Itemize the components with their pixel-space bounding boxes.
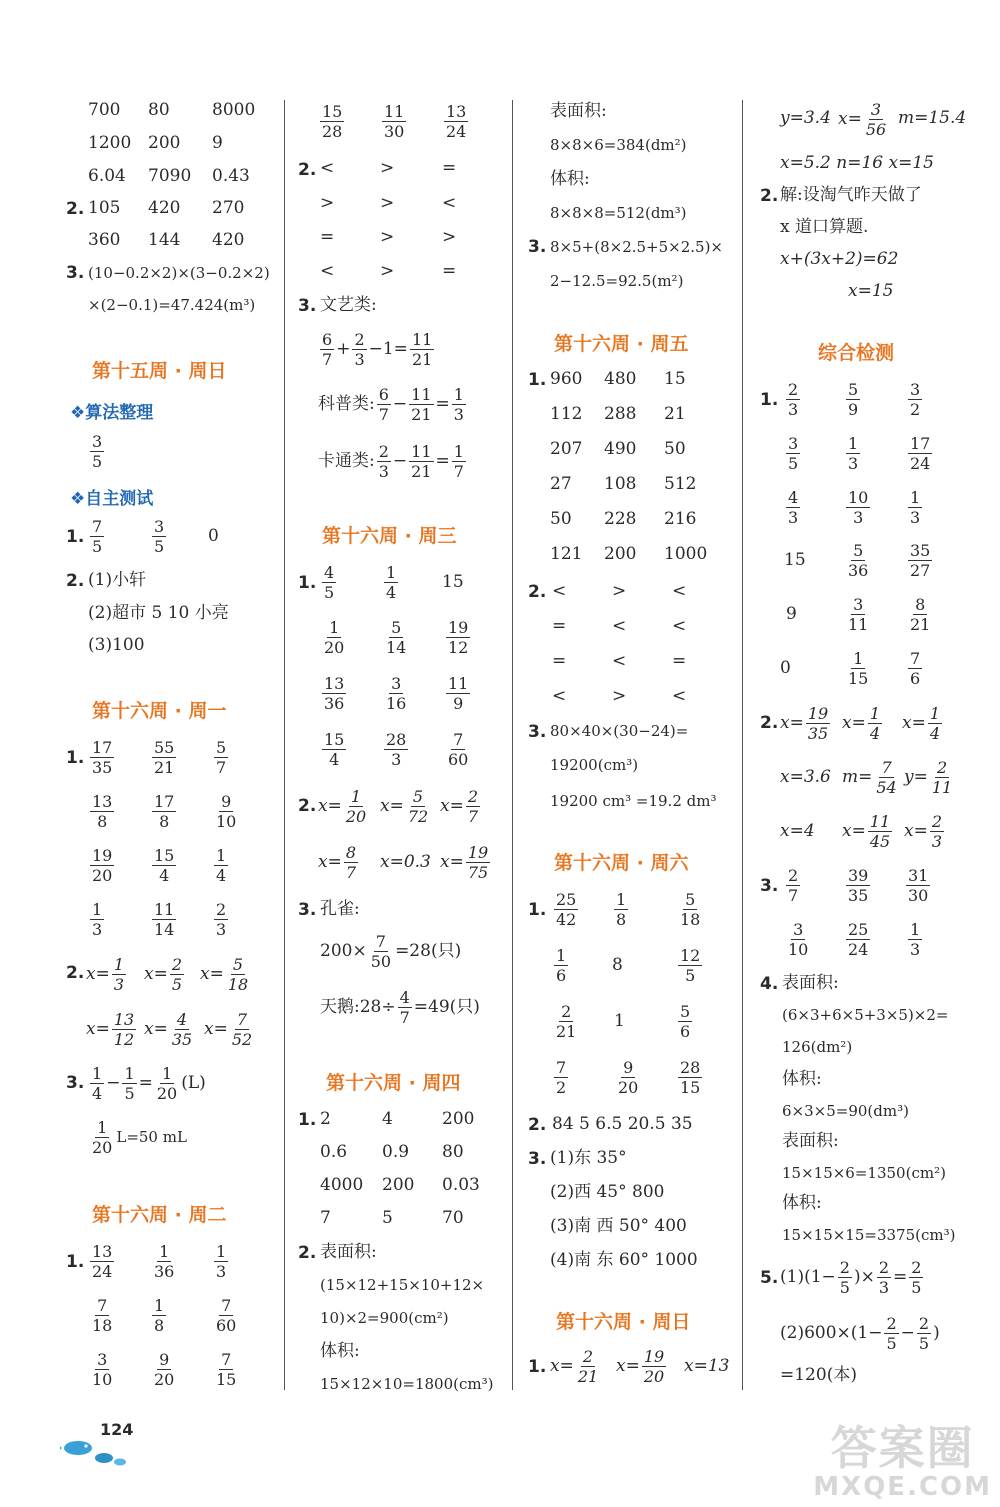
comparison: > — [442, 227, 457, 247]
equation: x=4 — [780, 821, 815, 841]
answer: 700 — [88, 100, 121, 120]
equation: 200× $\frac{7}{50}$ =28(只) — [320, 932, 462, 971]
page-number: 124 — [100, 1420, 134, 1439]
fraction: $\frac{5}{36}$ — [848, 541, 869, 580]
fraction: $\frac{28}{15}$ — [680, 1058, 701, 1097]
fraction: $\frac{35}{27}$ — [910, 541, 931, 580]
fraction: $\frac{1}{4}$ — [386, 563, 397, 602]
fraction: $\frac{1}{6}$ — [556, 946, 567, 985]
equation: x= $\frac{5}{18}$ — [200, 955, 249, 994]
comparison: > — [612, 686, 627, 706]
answer: 480 — [604, 369, 637, 389]
fraction: $\frac{7}{6}$ — [910, 649, 921, 688]
fraction: $\frac{15}{4}$ — [324, 730, 345, 769]
equation: x=3.6 — [780, 767, 831, 787]
answer-text: 体积: — [550, 169, 590, 189]
fraction: $\frac{9}{10}$ — [216, 792, 237, 831]
comparison: = — [672, 651, 687, 671]
fraction: $\frac{1}{3}$ — [910, 488, 921, 527]
fraction: $\frac{1}{15}$ — [848, 649, 869, 688]
comparison: < — [672, 686, 687, 706]
equation: 15×12×10=1800(cm³) — [320, 1375, 494, 1393]
question-number: 1. — [66, 748, 85, 768]
fraction: $\frac{11}{9}$ — [448, 674, 469, 713]
answer: 360 — [88, 230, 121, 250]
fraction: $\frac{39}{35}$ — [848, 866, 869, 905]
equation: 天鹅:28÷ $\frac{4}{7}$ =49(只) — [320, 988, 480, 1027]
fraction: $\frac{2}{7}$ — [788, 866, 799, 905]
equation: (6×3+6×5+3×5)×2= — [782, 1006, 949, 1024]
fraction: $\frac{4}{5}$ — [324, 563, 335, 602]
equation: 126(dm²) — [782, 1038, 853, 1056]
comparison: = — [442, 158, 457, 178]
answer-text: (2)超市 5 10 小亮 — [88, 603, 229, 623]
fraction: $\frac{3}{10}$ — [92, 1350, 113, 1389]
comparison: < — [612, 616, 627, 636]
fraction: $\frac{3}{5}$ — [154, 517, 165, 556]
question-number: 3. — [760, 876, 779, 896]
fraction: $\frac{7}{60}$ — [216, 1296, 237, 1335]
equation: x=15 — [848, 281, 894, 301]
equation: (15×12+15×10+12× — [320, 1276, 485, 1294]
section-heading: 第十六周 · 周二 — [92, 1204, 227, 1226]
section-heading: 综合检测 — [818, 342, 895, 364]
equation: 8×5+(8×2.5+5×2.5)× — [550, 238, 723, 256]
equation: y= $\frac{2}{11}$ — [904, 758, 953, 797]
answer: 200 — [442, 1109, 475, 1129]
fraction: $\frac{13}{36}$ — [324, 674, 345, 713]
watermark-url: MXQE.COM — [813, 1472, 992, 1502]
equation: $\frac{6}{7}$ + $\frac{2}{3}$ −1= $\frac{11}{21}$ — [322, 330, 433, 369]
fraction: $\frac{3}{11}$ — [848, 595, 869, 634]
answer: 288 — [604, 404, 637, 424]
answer: 50 — [664, 439, 686, 459]
comparison: < — [320, 158, 335, 178]
answer: 80 — [442, 1142, 464, 1162]
equation: x= $\frac{19}{75}$ — [440, 843, 489, 882]
answer: 9 — [786, 604, 797, 624]
fraction: $\frac{13}{24}$ — [446, 102, 467, 141]
comparison: < — [442, 193, 457, 213]
fraction: $\frac{1}{3}$ — [216, 1242, 227, 1281]
answer: 960 — [550, 369, 583, 389]
answer: 8 — [612, 955, 623, 975]
equation: 15×15×15=3375(cm³) — [782, 1226, 956, 1244]
watermark-chars: 答案圈 — [830, 1421, 975, 1475]
answer: 490 — [604, 439, 637, 459]
subsection-heading: ❖算法整理 — [70, 403, 154, 423]
section-heading: 第十六周 · 周三 — [322, 525, 457, 547]
equation: x= $\frac{4}{35}$ — [144, 1010, 193, 1049]
question-number: 3. — [298, 296, 317, 316]
equation: x= $\frac{1}{4}$ — [842, 704, 881, 743]
question-number: 5. — [760, 1268, 779, 1288]
fraction: $\frac{13}{8}$ — [92, 792, 113, 831]
fraction: $\frac{9}{20}$ — [154, 1350, 175, 1389]
question-number: 2. — [298, 160, 317, 180]
fraction: $\frac{3}{5}$ — [788, 434, 799, 473]
fraction: $\frac{13}{24}$ — [92, 1242, 113, 1281]
fraction: $\frac{5}{18}$ — [680, 890, 701, 929]
fraction: $\frac{55}{21}$ — [154, 738, 175, 777]
fraction: $\frac{2}{3}$ — [788, 380, 799, 419]
answer: 15 — [784, 550, 806, 570]
question-number: 3. — [528, 722, 547, 742]
fraction: $\frac{7}{18}$ — [92, 1296, 113, 1335]
question-number: 2. — [760, 186, 779, 206]
answer: 27 — [550, 474, 572, 494]
equation: x= $\frac{1}{4}$ — [902, 704, 941, 743]
answer: 9 — [212, 133, 223, 153]
comparison: < — [552, 686, 567, 706]
answer: 105 — [88, 198, 121, 218]
fraction: $\frac{5}{6}$ — [680, 1002, 691, 1041]
comparison: = — [552, 651, 567, 671]
equation: x= $\frac{2}{21}$ — [550, 1347, 599, 1386]
question-number: 1. — [66, 527, 85, 547]
fraction: $\frac{17}{35}$ — [92, 738, 113, 777]
equation: $\frac{1}{20}$ L=50 mL — [92, 1118, 187, 1157]
fraction: $\frac{2}{3}$ — [216, 900, 227, 939]
equation: x= $\frac{5}{72}$ — [380, 787, 429, 826]
equation: 19200 cm³ =19.2 dm³ — [550, 792, 717, 810]
answer-text: 孔雀: — [320, 899, 360, 919]
answer: 420 — [148, 198, 181, 218]
fraction: $\frac{2}{21}$ — [556, 1002, 577, 1041]
equation: x= $\frac{11}{45}$ — [842, 812, 891, 851]
answer-text: (4)南 东 60° 1000 — [550, 1250, 698, 1270]
equation: x= $\frac{1}{20}$ — [318, 787, 367, 826]
answer: 512 — [664, 474, 697, 494]
question-number: 2. — [760, 713, 779, 733]
equation: x=0.3 — [380, 852, 431, 872]
question-number: 3. — [298, 900, 317, 920]
fraction: $\frac{11}{30}$ — [384, 102, 405, 141]
fraction: $\frac{1}{8}$ — [616, 890, 627, 929]
equation: x=5.2 n=16 x=15 — [780, 153, 934, 173]
fraction: $\frac{8}{21}$ — [910, 595, 931, 634]
fraction: $\frac{7}{60}$ — [448, 730, 469, 769]
answer: 207 — [550, 439, 583, 459]
comparison: < — [320, 261, 335, 281]
question-number: 1. — [528, 900, 547, 920]
equation: x= $\frac{2}{3}$ — [904, 812, 943, 851]
answer: 6.04 — [88, 166, 126, 186]
fraction: $\frac{7}{15}$ — [216, 1350, 237, 1389]
fraction: $\frac{31}{30}$ — [908, 866, 929, 905]
question-number: 1. — [298, 1110, 317, 1130]
answer: 144 — [148, 230, 181, 250]
question-number: 4. — [760, 974, 779, 994]
section-heading: 第十六周 · 周四 — [326, 1072, 461, 1094]
equation: x= $\frac{2}{7}$ — [440, 787, 479, 826]
comparison: < — [612, 651, 627, 671]
column-divider-2 — [512, 100, 513, 1390]
question-number: 2. — [298, 1243, 317, 1263]
answer: 0.6 — [320, 1142, 348, 1162]
fraction: $\frac{3}{10}$ — [788, 920, 809, 959]
answer: 121 — [550, 544, 583, 564]
fraction: $\frac{5}{7}$ — [216, 738, 227, 777]
equation: x= $\frac{19}{20}$ — [616, 1347, 665, 1386]
answer: 0 — [780, 658, 791, 678]
answer: 216 — [664, 509, 697, 529]
equation: y=3.4 — [780, 108, 831, 128]
fraction: $\frac{19}{20}$ — [92, 846, 113, 885]
answer: 4 — [382, 1109, 393, 1129]
equation: x= $\frac{3}{56}$ — [838, 100, 887, 139]
answer-text: 表面积: — [550, 101, 607, 121]
question-number: 3. — [528, 237, 547, 257]
fish-decoration-icon — [60, 1434, 130, 1468]
answer-text: x 道口算题. — [780, 217, 869, 237]
answer: 200 — [148, 133, 181, 153]
fraction: $\frac{19}{12}$ — [448, 618, 469, 657]
answer: 80 — [148, 100, 170, 120]
comparison: > — [380, 261, 395, 281]
fraction: $\frac{5}{14}$ — [386, 618, 407, 657]
answer: 50 — [550, 509, 572, 529]
answer-text: 体积: — [782, 1193, 822, 1213]
section-heading: 第十五周 · 周日 — [92, 360, 227, 382]
answer: 1 — [614, 1011, 625, 1031]
answer: 70 — [442, 1208, 464, 1228]
answer: 21 — [664, 404, 686, 424]
answer-text: 表面积: — [782, 973, 839, 993]
equation: ×(2−0.1)=47.424(m³) — [88, 296, 256, 314]
comparison: < — [552, 581, 567, 601]
answer: 112 — [550, 404, 583, 424]
equation: x= $\frac{7}{52}$ — [204, 1010, 253, 1049]
answer: 5 — [382, 1208, 393, 1228]
equation: x= $\frac{1}{3}$ — [86, 955, 125, 994]
fraction: $\frac{1}{4}$ — [216, 846, 227, 885]
answer: 270 — [212, 198, 245, 218]
question-number: 1. — [66, 1252, 85, 1272]
equation: (1)(1− $\frac{2}{5}$ )× $\frac{2}{3}$ = $\frac{2}{5}$ — [780, 1258, 922, 1297]
answer-text: (1)东 35° — [550, 1148, 627, 1168]
equation: 科普类: $\frac{6}{7}$ − $\frac{11}{21}$ = $\frac{1}{3}$ — [318, 385, 464, 424]
equation: x=13 — [684, 1356, 730, 1376]
section-heading: 第十六周 · 周六 — [554, 852, 689, 874]
answer: 0.03 — [442, 1175, 480, 1195]
fraction: $\frac{4}{3}$ — [788, 488, 799, 527]
equation: 6×3×5=90(dm³) — [782, 1102, 909, 1120]
fraction: $\frac{1}{3}$ — [848, 434, 859, 473]
answer-text: (3)南 西 50° 400 — [550, 1216, 687, 1236]
equation: x+(3x+2)=62 — [780, 249, 899, 269]
fraction: $\frac{1}{3}$ — [92, 900, 103, 939]
fraction: $\frac{1}{20}$ — [324, 618, 345, 657]
equation: (2)600×(1− $\frac{2}{5}$ − $\frac{2}{5}$ ) — [780, 1314, 940, 1353]
answer: 15 — [442, 572, 464, 592]
comparison: < — [672, 581, 687, 601]
answer-text: 表面积: — [782, 1131, 839, 1151]
answer-text: 表面积: — [320, 1242, 377, 1262]
equation: m=15.4 — [898, 108, 967, 128]
equation: 10)×2=900(cm²) — [320, 1309, 449, 1327]
fraction: $\frac{28}{3}$ — [386, 730, 407, 769]
equation: x= $\frac{13}{12}$ — [86, 1010, 135, 1049]
fraction: $\frac{11}{14}$ — [154, 900, 175, 939]
equation: 2−12.5=92.5(m²) — [550, 272, 684, 290]
fraction: $\frac{15}{28}$ — [322, 102, 343, 141]
fraction: $\frac{17}{8}$ — [154, 792, 175, 831]
section-heading: 第十六周 · 周日 — [556, 1311, 691, 1333]
question-number: 2. — [528, 1115, 547, 1135]
fraction: $\frac{1}{8}$ — [154, 1296, 165, 1335]
equation: 19200(cm³) — [550, 756, 639, 774]
answer-text: (2)西 45° 800 — [550, 1182, 665, 1202]
equation: 8×8×6=384(dm²) — [550, 136, 687, 154]
equation: m= $\frac{7}{54}$ — [842, 758, 897, 797]
fraction: $\frac{25}{24}$ — [848, 920, 869, 959]
equation: 8×8×8=512(dm³) — [550, 204, 687, 222]
fraction: $\frac{15}{4}$ — [154, 846, 175, 885]
question-number: 3. — [66, 1073, 85, 1093]
question-number: 2. — [66, 963, 85, 983]
equation: 15×15×6=1350(cm²) — [782, 1164, 946, 1182]
answer: 420 — [212, 230, 245, 250]
comparison: < — [672, 616, 687, 636]
equation: x= $\frac{8}{7}$ — [318, 843, 357, 882]
answer: 228 — [604, 509, 637, 529]
equation: 卡通类: $\frac{2}{3}$ − $\frac{11}{21}$ = $\frac{1}{7}$ — [318, 442, 464, 481]
answer-text: 体积: — [782, 1069, 822, 1089]
column-divider-3 — [742, 100, 743, 1390]
question-number: 2. — [66, 571, 85, 591]
section-heading: 第十六周 · 周五 — [554, 333, 689, 355]
fraction: $\frac{7}{2}$ — [556, 1058, 567, 1097]
answer: 108 — [604, 474, 637, 494]
answer: 0.9 — [382, 1142, 410, 1162]
comparison: > — [380, 193, 395, 213]
question-number: 3. — [528, 1149, 547, 1169]
answer: 2 — [320, 1109, 331, 1129]
fraction: $\frac{9}{20}$ — [618, 1058, 639, 1097]
fraction: $\frac{3}{16}$ — [386, 674, 407, 713]
answer-text: 体积: — [320, 1341, 360, 1361]
comparison: > — [612, 581, 627, 601]
equation: (10−0.2×2)×(3−0.2×2) — [88, 264, 270, 282]
answer-text: (3)100 — [88, 635, 145, 655]
answer: 200 — [604, 544, 637, 564]
answer: 15 — [664, 369, 686, 389]
fraction: $\frac{5}{9}$ — [848, 380, 859, 419]
question-number: 3. — [66, 263, 85, 283]
answer: 8000 — [212, 100, 256, 120]
fraction: $\frac{12}{5}$ — [680, 946, 701, 985]
question-number: 1. — [760, 390, 779, 410]
answer-text: 文艺类: — [320, 295, 377, 315]
question-number: 1. — [528, 370, 547, 390]
equation: x= $\frac{2}{5}$ — [144, 955, 183, 994]
fraction: $\frac{7}{5}$ — [92, 517, 103, 556]
question-number: 1. — [528, 1357, 547, 1377]
answer: 200 — [382, 1175, 415, 1195]
answer: 0 — [208, 526, 219, 546]
fraction: $\frac{25}{42}$ — [556, 890, 577, 929]
answer: 4000 — [320, 1175, 364, 1195]
comparison: > — [380, 158, 395, 178]
subsection-heading: ❖自主测试 — [70, 489, 154, 509]
fraction: $\frac{17}{24}$ — [910, 434, 931, 473]
answer: 0.43 — [212, 166, 250, 186]
answer: 1000 — [664, 544, 708, 564]
answer-text: (1)小轩 — [88, 570, 147, 590]
fraction: $\frac{3}{2}$ — [910, 380, 921, 419]
fraction: $\frac{3}{5}$ — [92, 432, 103, 471]
question-number: 2. — [528, 582, 547, 602]
fraction: $\frac{1}{36}$ — [154, 1242, 175, 1281]
answer-text: 84 5 6.5 20.5 35 — [552, 1114, 693, 1134]
answer: 7090 — [148, 166, 192, 186]
comparison: = — [320, 227, 335, 247]
question-number: 2. — [298, 796, 317, 816]
comparison: = — [442, 261, 457, 281]
answer-text: 解:设淘气昨天做了 — [780, 185, 922, 205]
answer: 7 — [320, 1208, 331, 1228]
fraction: $\frac{1}{3}$ — [910, 920, 921, 959]
column-divider-1 — [284, 100, 285, 1390]
question-number: 1. — [298, 573, 317, 593]
answer: 1200 — [88, 133, 132, 153]
comparison: = — [552, 616, 567, 636]
fraction: $\frac{10}{3}$ — [848, 488, 869, 527]
equation: x= $\frac{19}{35}$ — [780, 704, 829, 743]
comparison: > — [380, 227, 395, 247]
section-heading: 第十六周 · 周一 — [92, 700, 227, 722]
equation: 80×40×(30−24)= — [550, 722, 689, 740]
watermark-logo — [813, 1423, 992, 1501]
comparison: > — [320, 193, 335, 213]
question-number: 2. — [66, 199, 85, 219]
equation: $\frac{1}{4}$ − $\frac{1}{5}$ = $\frac{1}{20}$ (L) — [92, 1064, 206, 1103]
answer-text: =120(本) — [780, 1365, 857, 1385]
